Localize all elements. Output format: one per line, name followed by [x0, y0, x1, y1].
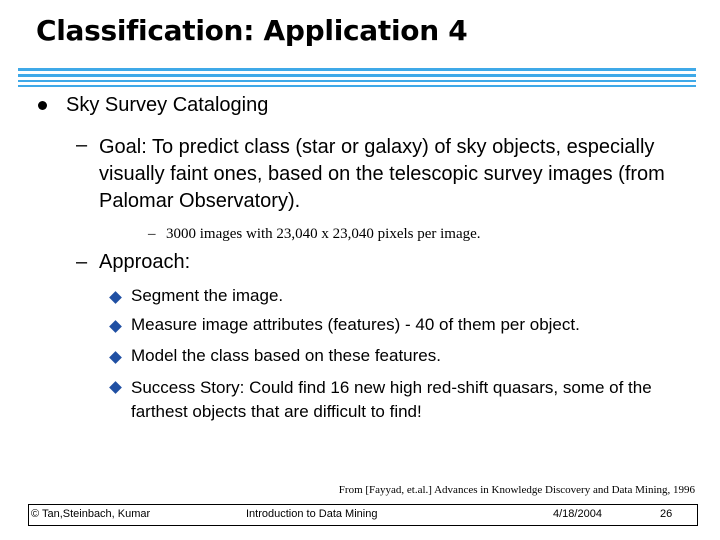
dash-marker: – — [76, 134, 88, 156]
underline-bar — [18, 80, 696, 82]
underline-bar — [18, 85, 696, 87]
slide-title: Classification: Application 4 — [36, 14, 468, 47]
footer-course-title: Introduction to Data Mining — [246, 508, 378, 520]
image-count-note: 3000 images with 23,040 x 23,040 pixels per image. — [166, 226, 481, 242]
dash-marker: – — [76, 251, 88, 273]
footer-copyright: © Tan,Steinbach, Kumar — [31, 508, 151, 520]
level1-heading: Sky Survey Cataloging — [66, 94, 269, 116]
dash-marker: – — [148, 226, 156, 242]
footer-page-number: 26 — [660, 508, 673, 520]
diamond-bullet-icon — [109, 381, 122, 394]
underline-bar — [18, 74, 696, 77]
diamond-bullet-icon — [109, 351, 122, 364]
round-bullet-icon — [38, 101, 47, 110]
approach-heading: Approach: — [99, 251, 191, 273]
diamond-bullet-icon — [109, 291, 122, 304]
footer-date: 4/18/2004 — [553, 508, 602, 520]
approach-item: Segment the image. — [131, 286, 284, 305]
source-citation: From [Fayyad, et.al.] Advances in Knowledge Discovery and Data Mining, 1996 — [338, 484, 695, 496]
approach-item: Measure image attributes (features) - 40 of them per object. — [131, 315, 580, 334]
approach-item: Model the class based on these features. — [131, 346, 441, 365]
underline-bar — [18, 68, 696, 71]
approach-item: Success Story: Could find 16 new high red-shift quasars, some of the farthest objects that are difficult to find! — [131, 378, 652, 421]
goal-text: Goal: To predict class (star or galaxy) of sky objects, especially visually faint ones, based on the telescopic survey images (from Palomar Observatory). — [99, 136, 665, 212]
diamond-bullet-icon — [109, 320, 122, 333]
